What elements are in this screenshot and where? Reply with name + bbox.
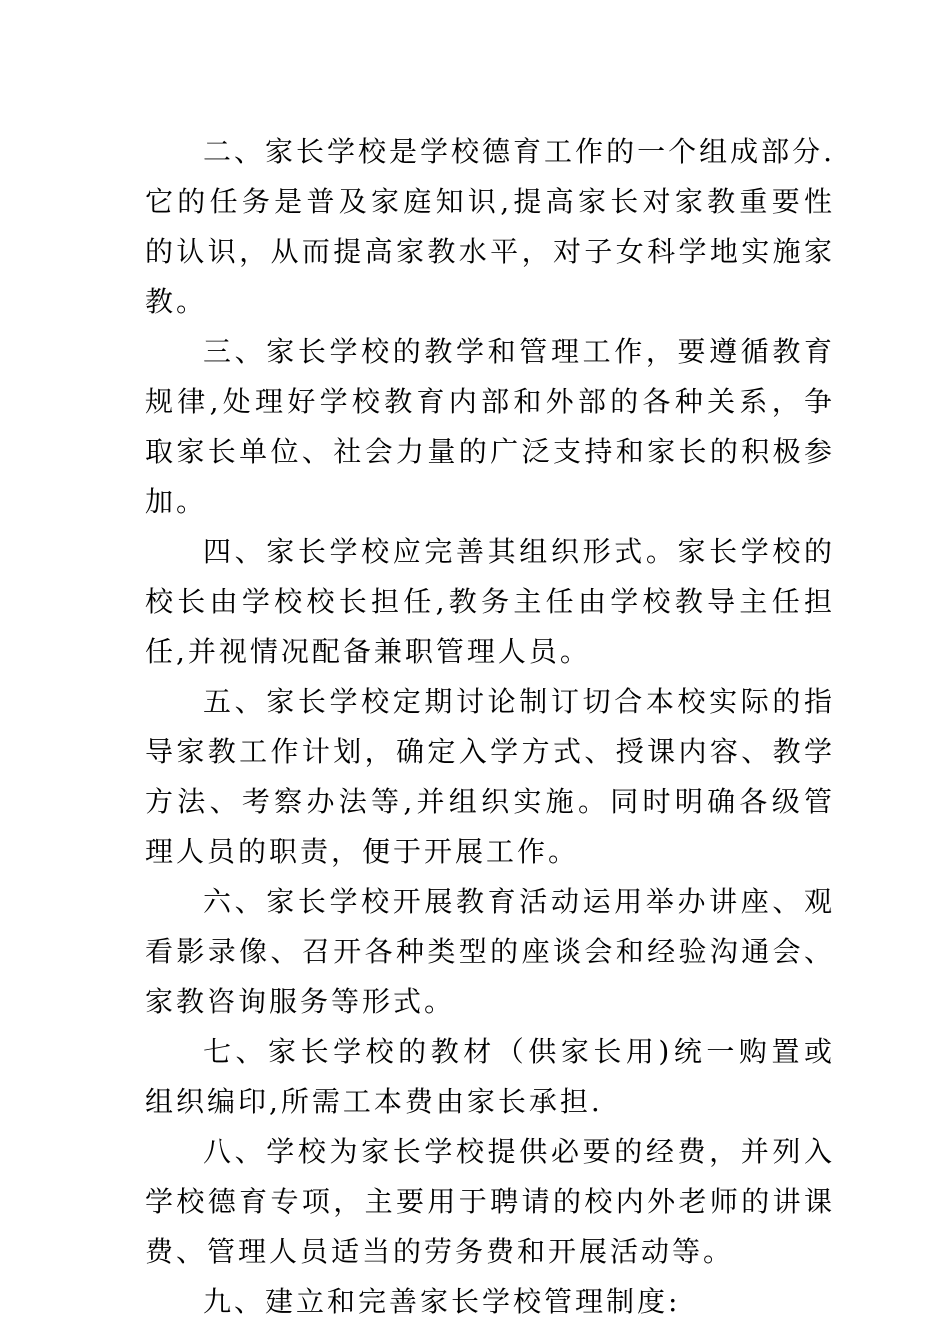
paragraph-7: 七、家长学校的教材（供家长用)统一购置或组织编印,所需工本费由家长承担. bbox=[145, 1035, 835, 1118]
document-page bbox=[145, 127, 835, 1327]
paragraph-6: 六、家长学校开展教育活动运用举办讲座、观看影录像、召开各种类型的座谈会和经验沟通会、家教咨询服务等形式。 bbox=[145, 885, 835, 1018]
paragraph-8: 八、学校为家长学校提供必要的经费，并列入学校德育专项，主要用于聘请的校内外老师的讲课费、管理人员适当的劳务费和开展活动等。 bbox=[145, 1135, 835, 1268]
paragraph-2: 二、家长学校是学校德育工作的一个组成部分.它的任务是普及家庭知识,提高家长对家教重要性的认识，从而提高家教水平，对子女科学地实施家教。 bbox=[145, 135, 835, 318]
paragraph-9: 九、建立和完善家长学校管理制度: bbox=[203, 1285, 681, 1318]
paragraph-4: 四、家长学校应完善其组织形式。家长学校的校长由学校校长担任,教务主任由学校教导主任担任,并视情况配备兼职管理人员。 bbox=[145, 535, 835, 668]
paragraph-5: 五、家长学校定期讨论制订切合本校实际的指导家教工作计划，确定入学方式、授课内容、教学方法、考察办法等,并组织实施。同时明确各级管理人员的职责，便于开展工作。 bbox=[145, 685, 835, 868]
paragraph-3: 三、家长学校的教学和管理工作，要遵循教育规律,处理好学校教育内部和外部的各种关系，争取家长单位、社会力量的广泛支持和家长的积极参加。 bbox=[145, 335, 835, 518]
